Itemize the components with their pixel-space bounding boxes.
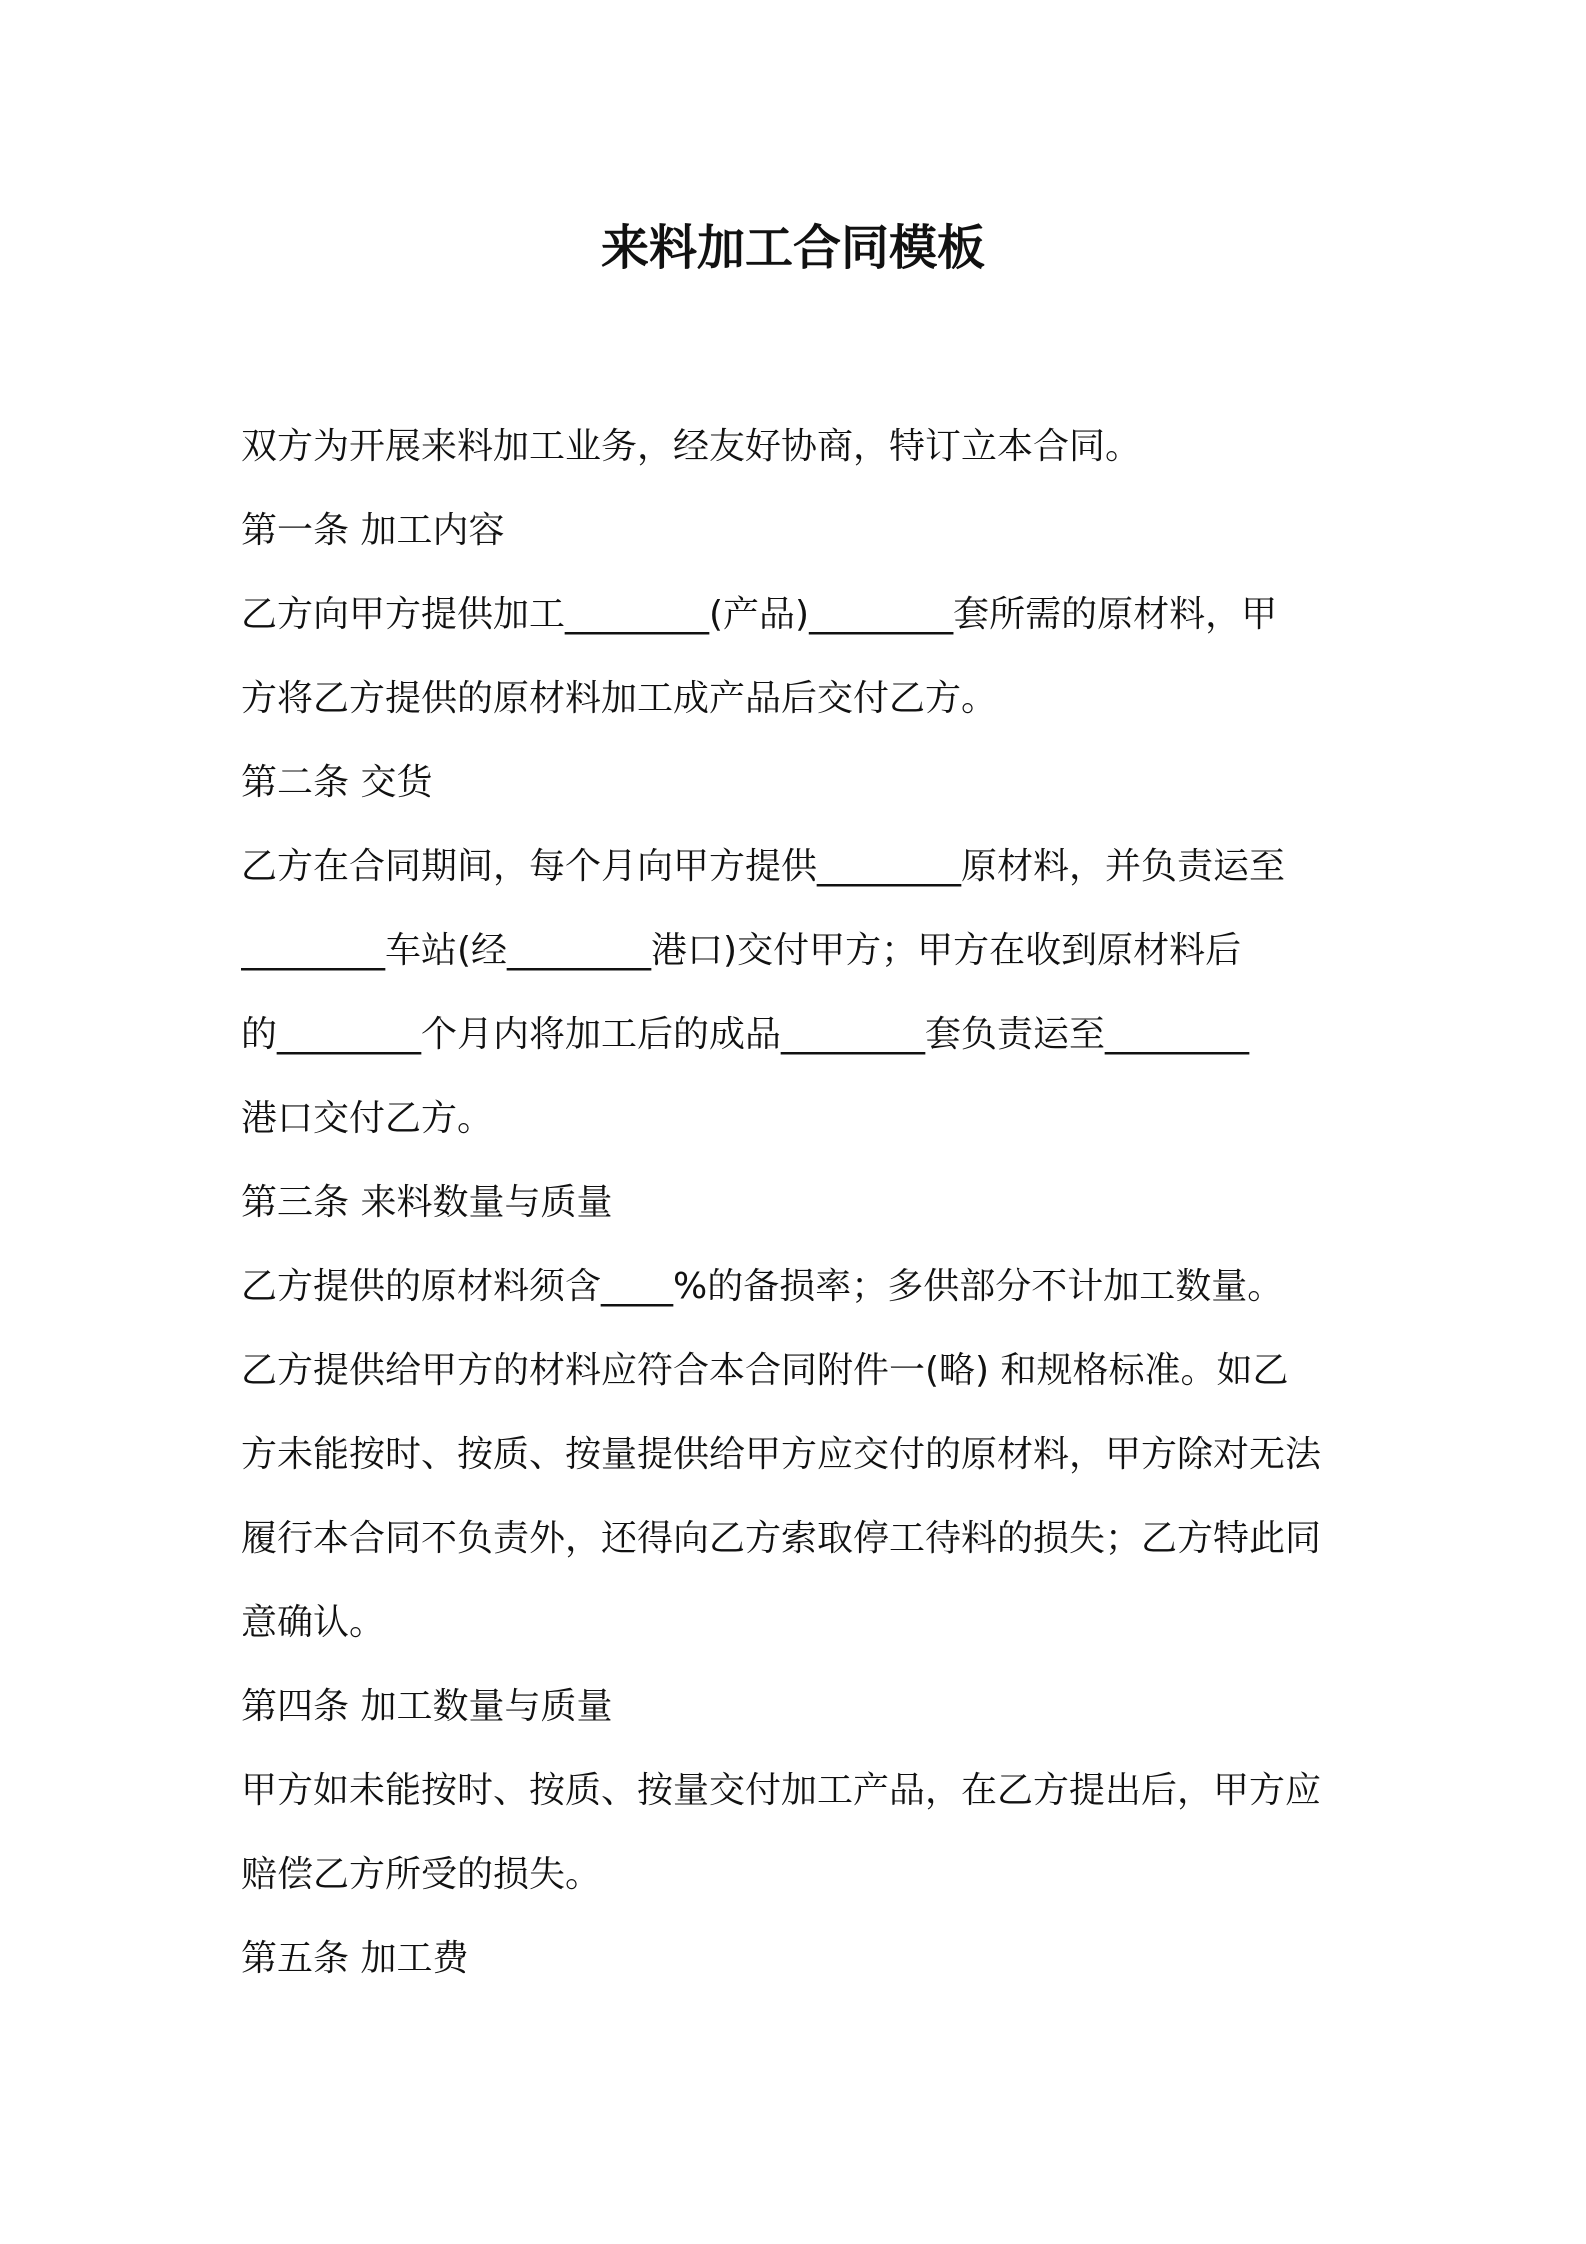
article-heading: 第三条 来料数量与质量 xyxy=(241,1182,613,1223)
body-line: 乙方提供给甲方的材料应符合本合同附件一(略) 和规格标准。如乙 xyxy=(241,1350,1289,1391)
article-heading: 第一条 加工内容 xyxy=(241,510,505,551)
body-line: 意确认。 xyxy=(241,1602,386,1643)
body-line: 乙方提供的原材料须含____%的备损率；多供部分不计加工数量。 xyxy=(241,1266,1284,1307)
body-line: 方将乙方提供的原材料加工成产品后交付乙方。 xyxy=(241,678,998,719)
body-line: 方未能按时、按质、按量提供给甲方应交付的原材料，甲方除对无法 xyxy=(241,1434,1322,1475)
body-line: 履行本合同不负责外，还得向乙方索取停工待料的损失；乙方特此同 xyxy=(241,1518,1322,1559)
article-heading: 第五条 加工费 xyxy=(241,1938,469,1979)
article-heading: 第二条 交货 xyxy=(241,762,433,803)
body-line: 双方为开展来料加工业务，经友好协商，特订立本合同。 xyxy=(241,426,1142,467)
body-line: 港口交付乙方。 xyxy=(241,1098,494,1139)
body-line: 甲方如未能按时、按质、按量交付加工产品，在乙方提出后，甲方应 xyxy=(241,1770,1322,1811)
body-line: 的________个月内将加工后的成品________套负责运至________ xyxy=(241,1014,1250,1055)
body-line: 乙方向甲方提供加工________(产品)________套所需的原材料，甲 xyxy=(241,594,1278,635)
body-line: 乙方在合同期间，每个月向甲方提供________原材料，并负责运至 xyxy=(241,846,1286,887)
article-heading: 第四条 加工数量与质量 xyxy=(241,1686,613,1727)
document-title: 来料加工合同模板 xyxy=(600,220,985,276)
body-line: ________车站(经________港口)交付甲方；甲方在收到原材料后 xyxy=(241,930,1242,971)
document-body xyxy=(241,405,1357,2001)
body-line: 赔偿乙方所受的损失。 xyxy=(241,1854,602,1895)
